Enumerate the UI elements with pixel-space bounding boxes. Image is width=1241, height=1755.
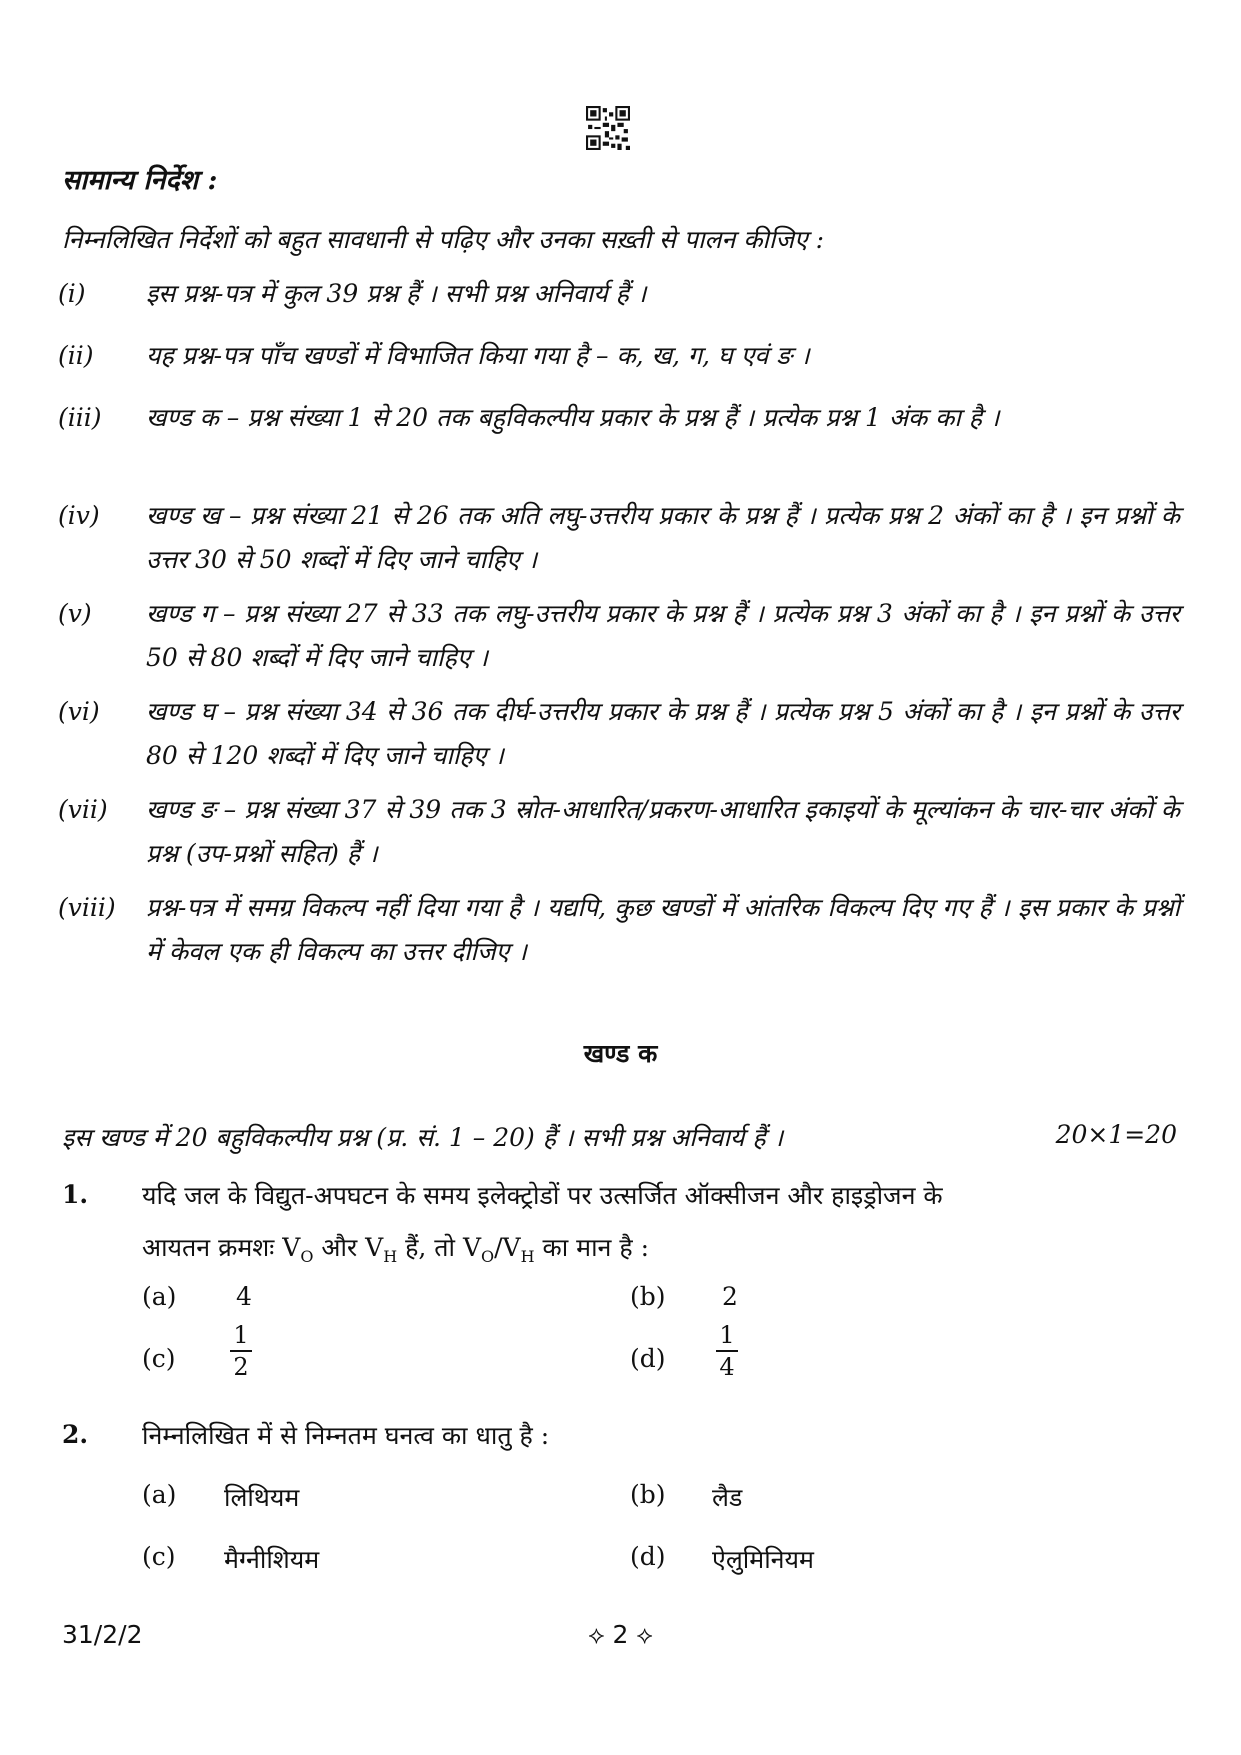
option-c-label: (c) <box>142 1542 176 1571</box>
instruction-text: खण्ड क – प्रश्न संख्या 1 से 20 तक बहुविकल्पीय प्रकार के प्रश्न हैं । प्रत्येक प्रश्न 1 अंक का है । <box>146 403 1000 432</box>
instruction-number: (iv) <box>58 501 100 530</box>
qr-code-icon <box>586 106 630 150</box>
instruction-item <box>58 886 1180 974</box>
section-description: इस खण्ड में 20 बहुविकल्पीय प्रश्न (प्र. सं. 1 – 20) हैं । सभी प्रश्न अनिवार्य हैं । <box>62 1123 784 1152</box>
option-a-label: (a) <box>142 1282 177 1311</box>
instruction-number: (vi) <box>58 697 100 726</box>
paper-code: 31/2/2 <box>62 1620 143 1649</box>
instruction-text: खण्ड ग – प्रश्न संख्या 27 से 33 तक लघु-उत्तरीय प्रकार के प्रश्न हैं । प्रत्येक प्रश्न 3 अंकों का है । इन प्रश्नों के उत्तर 50 से 80 शब्दों में दिए जाने चाहिए । <box>146 599 1180 672</box>
option-b-label: (b) <box>630 1480 666 1509</box>
option-d-label: (d) <box>630 1542 666 1571</box>
instruction-text: प्रश्न-पत्र में समग्र विकल्प नहीं दिया गया है । यद्यपि, कुछ खण्डों में आंतरिक विकल्प दिए गए हैं । इस प्रकार के प्रश्नों में केवल एक ही विकल्प का उत्तर दीजिए । <box>146 893 1180 966</box>
instruction-item <box>58 592 1180 680</box>
general-instructions-heading: सामान्य निर्देश : <box>62 165 218 196</box>
instruction-number: (vii) <box>58 795 108 824</box>
question-line: आयतन क्रमशः $V_O$ और $V_H$ हैं, तो $V_O/V_H$ का मान है : <box>142 1233 650 1266</box>
fraction-numerator: 1 <box>719 1321 735 1349</box>
option-a-label: (a) <box>142 1480 177 1509</box>
option-c-label: (c) <box>142 1344 176 1373</box>
question-number: 2. <box>62 1420 89 1449</box>
instruction-text: खण्ड ङ – प्रश्न संख्या 37 से 39 तक 3 स्रोत-आधारित/प्रकरण-आधारित इकाइयों के मूल्यांकन के चार-चार अंकों के प्रश्न (उप-प्रश्नों सहित) हैं । <box>146 795 1180 868</box>
fraction-bar <box>716 1350 738 1352</box>
instruction-item <box>58 396 1180 440</box>
fraction-denominator: 4 <box>719 1353 735 1381</box>
instruction-item <box>58 690 1180 778</box>
instruction-item <box>58 272 1180 316</box>
question-text <box>142 1170 1182 1283</box>
question-line: यदि जल के विद्युत-अपघटन के समय इलेक्ट्रोडों पर उत्सर्जित ऑक्सीजन और हाइड्रोजन के <box>142 1181 943 1210</box>
instruction-text: यह प्रश्न-पत्र पाँच खण्डों में विभाजित किया गया है – क, ख, ग, घ एवं ङ । <box>146 341 810 370</box>
fraction-bar <box>230 1350 252 1352</box>
option-c-fraction <box>230 1322 252 1380</box>
option-b-label: (b) <box>630 1282 666 1311</box>
option-d-fraction <box>716 1322 738 1380</box>
instruction-text: खण्ड ख – प्रश्न संख्या 21 से 26 तक अति लघु-उत्तरीय प्रकार के प्रश्न हैं । प्रत्येक प्रश्न 2 अंकों का है । इन प्रश्नों के उत्तर 30 से 50 शब्दों में दिए जाने चाहिए । <box>146 501 1180 574</box>
instruction-number: (i) <box>58 279 86 308</box>
instruction-text: इस प्रश्न-पत्र में कुल 39 प्रश्न हैं । सभी प्रश्न अनिवार्य हैं । <box>146 279 647 308</box>
instruction-number: (viii) <box>58 893 116 922</box>
section-marks: 20×1=20 <box>1055 1120 1177 1149</box>
fraction-denominator: 2 <box>233 1353 249 1381</box>
option-a-value: लिथियम <box>224 1483 300 1512</box>
instruction-number: (ii) <box>58 341 94 370</box>
instruction-number: (v) <box>58 599 92 628</box>
option-b-value: लैड <box>712 1483 743 1512</box>
question-number: 1. <box>62 1180 89 1209</box>
instruction-item <box>58 334 1180 378</box>
instruction-number: (iii) <box>58 403 102 432</box>
option-c-value: मैग्नीशियम <box>224 1545 320 1574</box>
option-d-label: (d) <box>630 1344 666 1373</box>
instruction-text: खण्ड घ – प्रश्न संख्या 34 से 36 तक दीर्घ-उत्तरीय प्रकार के प्रश्न हैं । प्रत्येक प्रश्न 5 अंकों का है । इन प्रश्नों के उत्तर 80 से 120 शब्दों में दिए जाने चाहिए । <box>146 697 1180 770</box>
option-a-value: 4 <box>236 1282 252 1311</box>
fraction-numerator: 1 <box>233 1321 249 1349</box>
option-d-value: ऐलुमिनियम <box>712 1545 815 1574</box>
option-b-value: 2 <box>722 1282 738 1311</box>
general-instructions-intro: निम्नलिखित निर्देशों को बहुत सावधानी से पढ़िए और उनका सख़्ती से पालन कीजिए : <box>62 225 825 254</box>
question-text: निम्नलिखित में से निम्नतम घनत्व का धातु है : <box>142 1421 550 1450</box>
section-title: खण्ड क <box>583 1039 658 1068</box>
instruction-item <box>58 788 1180 876</box>
instruction-item <box>58 494 1180 582</box>
page-number: ⟡ 2 ⟡ <box>588 1620 653 1649</box>
